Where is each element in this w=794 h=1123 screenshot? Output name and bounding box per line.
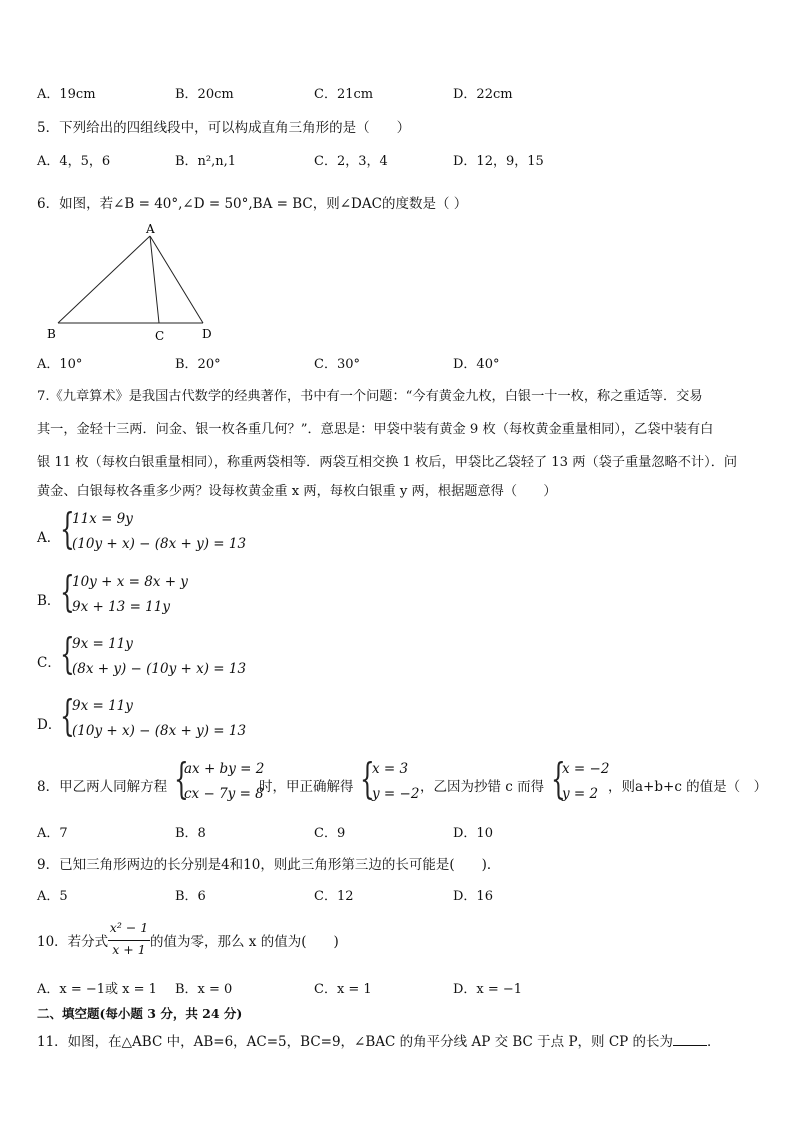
- q11-stem-text: 11．如图，在△ABC 中，AB=6，AC=5，BC=9，∠BAC 的角平分线 AP 交 BC 于点 P，则 CP 的长为: [37, 1034, 674, 1050]
- segment-ba: [58, 236, 150, 323]
- equation-1: 9x = 11y: [72, 636, 133, 652]
- q8-option-a: A．7: [37, 826, 68, 841]
- q10-stem-a: 10．若分式: [37, 934, 109, 950]
- q6-triangle-figure: [40, 220, 280, 350]
- q4-option-a: A．19cm: [37, 87, 96, 102]
- q9-option-d: D．16: [453, 889, 493, 904]
- q9-option-a: A．5: [37, 889, 68, 904]
- q6-option-c: C．30°: [314, 357, 360, 372]
- option-label: D．: [37, 717, 62, 733]
- q10-option-c: C．x = 1: [314, 982, 372, 997]
- q9-option-c: C．12: [314, 889, 354, 904]
- q8-stem-c: ，乙因为抄错 c 而得: [420, 779, 545, 795]
- q9-option-b: B．6: [175, 889, 206, 904]
- q8-option-d: D．10: [453, 826, 493, 841]
- q10-denominator: x + 1: [112, 942, 146, 957]
- fraction-bar: [108, 940, 150, 941]
- option-label: C．: [37, 655, 61, 671]
- q6-stem: 6．如图，若∠B = 40°,∠D = 50°,BA = BC，则∠DAC的度数是（ ）: [37, 196, 468, 212]
- equation-2: (10y + x) − (8x + y) = 13: [72, 536, 247, 552]
- q8-system-3-eq2: y = 2: [562, 786, 599, 802]
- q5-stem: 5．下列给出的四组线段中，可以构成直角三角形的是（ ）: [37, 120, 411, 136]
- brace-icon: {: [174, 754, 189, 803]
- q10-option-b: B．x = 0: [175, 982, 233, 997]
- q11-tail: ．: [707, 1034, 721, 1050]
- q8-option-b: B．8: [175, 826, 206, 841]
- answer-blank[interactable]: [673, 1033, 707, 1046]
- brace-icon: {: [60, 504, 75, 553]
- label-c: C: [155, 329, 165, 343]
- label-b: B: [47, 327, 56, 341]
- q4-option-b: B．20cm: [175, 87, 234, 102]
- brace-icon: {: [60, 567, 75, 616]
- q8-stem-d: ，则a+b+c 的值是（ ）: [608, 779, 768, 795]
- equation-2: (10y + x) − (8x + y) = 13: [72, 723, 247, 739]
- q6-option-b: B．20°: [175, 357, 221, 372]
- q8-system-2-eq1: x = 3: [372, 761, 409, 777]
- q10-numerator: x² − 1: [109, 920, 149, 935]
- q8-option-c: C．9: [314, 826, 346, 841]
- option-label: B．: [37, 593, 61, 609]
- q7-line-1: 7.《九章算术》是我国古代数学的经典著作，书中有一个问题：“今有黄金九枚，白银一十一枚，称之重适等．交易: [37, 389, 703, 404]
- q4-option-c: C．21cm: [314, 87, 374, 102]
- q11-stem: [37, 1030, 721, 1050]
- q10-option-a: A．x = −1或 x = 1: [37, 982, 157, 997]
- section-2-title: 二、填空题(每小题 3 分，共 24 分): [37, 1006, 243, 1021]
- q5-option-d: D．12，9，15: [453, 154, 544, 169]
- label-a: A: [146, 222, 155, 236]
- q8-system-1-eq1: ax + by = 2: [184, 761, 265, 777]
- option-label: A．: [37, 530, 61, 546]
- equation-1: 9x = 11y: [72, 698, 133, 714]
- q5-option-a: A．4，5，6: [37, 154, 111, 169]
- q10-stem-b: 的值为零，那么 x 的值为( ): [150, 934, 339, 950]
- q5-option-b: B．n²,n,1: [175, 154, 237, 169]
- q6-option-a: A．10°: [37, 357, 83, 372]
- q8-system-2-eq2: y = −2: [372, 786, 420, 802]
- brace-icon: {: [551, 754, 566, 803]
- q7-line-2: 其一，金轻十三两．问金、银一枚各重几何？”．意思是：甲袋中装有黄金 9 枚（每枚黄金重量相同），乙袋中装有白: [37, 422, 714, 437]
- q4-option-d: D．22cm: [453, 87, 513, 102]
- equation-2: (8x + y) − (10y + x) = 13: [72, 661, 247, 677]
- q6-option-d: D．40°: [453, 357, 500, 372]
- equation-2: 9x + 13 = 11y: [72, 599, 170, 615]
- q7-line-4: 黄金、白银每枚各重多少两？设每枚黄金重 x 两，每枚白银重 y 两，根据题意得（ ）: [37, 484, 557, 499]
- label-d: D: [202, 327, 212, 341]
- q9-stem: 9．已知三角形两边的长分别是4和10，则此三角形第三边的长可能是( )．: [37, 857, 501, 873]
- q8-system-3-eq1: x = −2: [562, 761, 610, 777]
- q8-system-1-eq2: cx − 7y = 8: [184, 786, 264, 802]
- brace-icon: {: [60, 629, 75, 678]
- q7-line-3: 银 11 枚（每枚白银重量相同），称重两袋相等．两袋互相交换 1 枚后，甲袋比乙袋轻了 13 两（袋子重量忽略不计）．问: [37, 455, 738, 470]
- q10-option-d: D．x = −1: [453, 982, 523, 997]
- q8-stem-b: 时，甲正确解得: [259, 779, 354, 795]
- q5-option-c: C．2，3，4: [314, 154, 388, 169]
- brace-icon: {: [60, 691, 75, 740]
- equation-1: 11x = 9y: [72, 511, 133, 527]
- brace-icon: {: [360, 754, 375, 803]
- q8-stem-a: 8．甲乙两人同解方程: [37, 779, 168, 795]
- equation-1: 10y + x = 8x + y: [72, 574, 188, 590]
